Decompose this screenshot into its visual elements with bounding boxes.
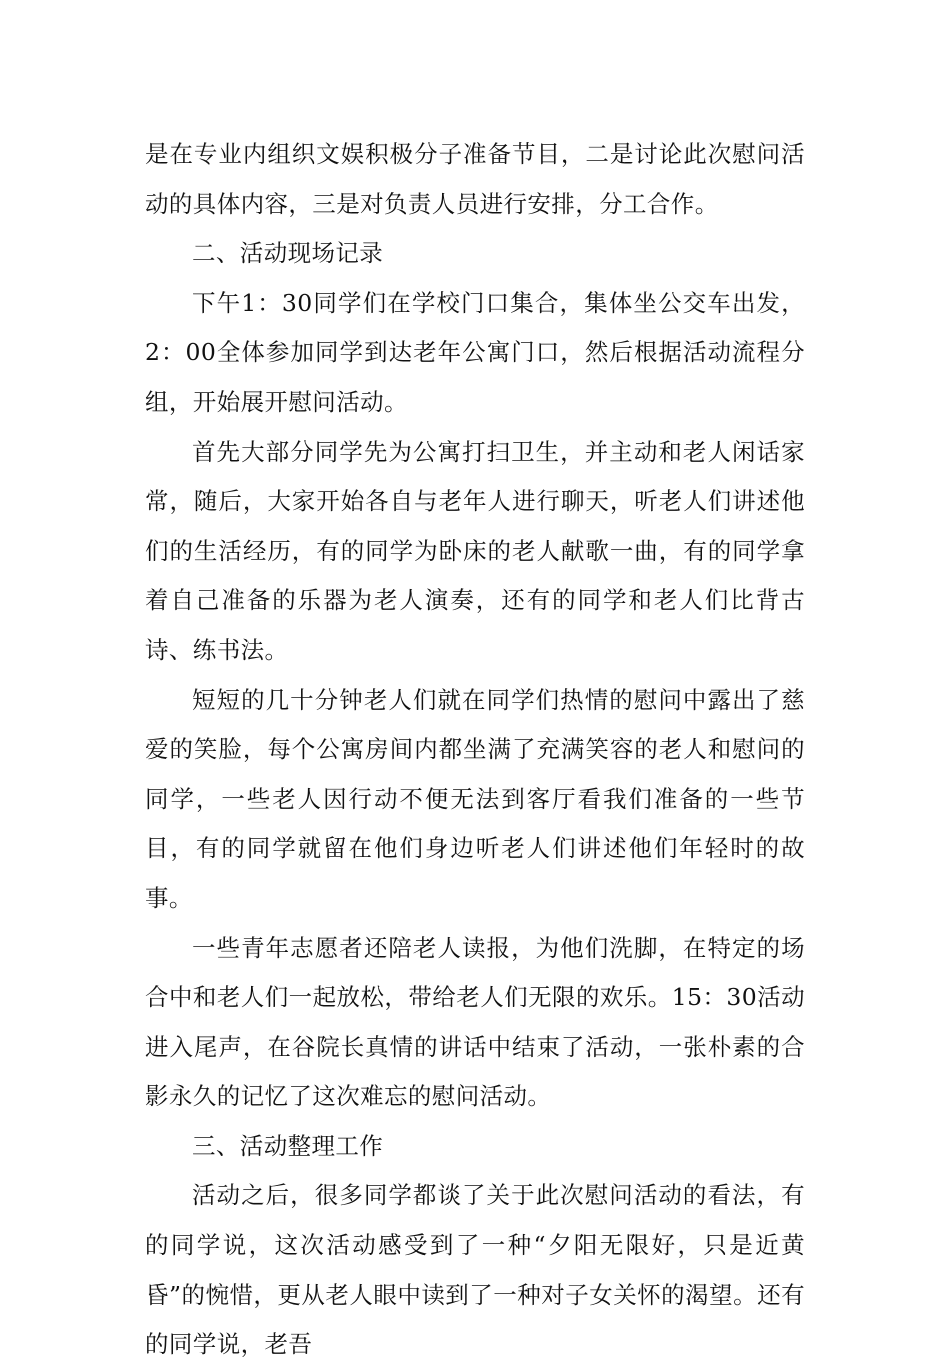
document-body xyxy=(145,130,805,1370)
paragraph-smiles: 短短的几十分钟老人们就在同学们热情的慰问中露出了慈爱的笑脸，每个公寓房间内都坐满了充满笑容的老人和慰问的同学，一些老人因行动不便无法到客厅看我们准备的一些节目，有的同学就留在他们身边听老人们讲述他们年轻时的故事。 xyxy=(145,685,805,912)
paragraph-continuation: 是在专业内组织文娱积极分子准备节目，二是讨论此次慰问活动的具体内容，三是对负责人员进行安排，分工合作。 xyxy=(145,140,805,218)
section-heading-wrap-up: 三、活动整理工作 xyxy=(192,1131,384,1160)
section-heading-activity-record: 二、活动现场记录 xyxy=(192,239,384,268)
paragraph-gathering: 下午1：30同学们在学校门口集合，集体坐公交车出发，2：00全体参加同学到达老年公寓门口，然后根据活动流程分组，开始展开慰问活动。 xyxy=(145,288,805,416)
paragraph-reflections: 活动之后，很多同学都谈了关于此次慰问活动的看法，有的同学说，这次活动感受到了一种“夕阳无限好，只是近黄昏”的惋惜，更从老人眼中读到了一种对子女关怀的渴望。还有的同学说，老吾 xyxy=(145,1181,805,1359)
paragraph-volunteers: 一些青年志愿者还陪老人读报，为他们洗脚，在特定的场合中和老人们一起放松，带给老人们无限的欢乐。15：30活动进入尾声，在谷院长真情的讲话中结束了活动，一张朴素的合影永久的记忆了这次难忘的慰问活动。 xyxy=(145,933,805,1111)
paragraph-cleaning-and-chatting: 首先大部分同学先为公寓打扫卫生，并主动和老人闲话家常，随后，大家开始各自与老年人进行聊天，听老人们讲述他们的生活经历，有的同学为卧床的老人献歌一曲，有的同学拿着自己准备的乐器为老人演奏，还有的同学和老人们比背古诗、练书法。 xyxy=(145,437,805,664)
